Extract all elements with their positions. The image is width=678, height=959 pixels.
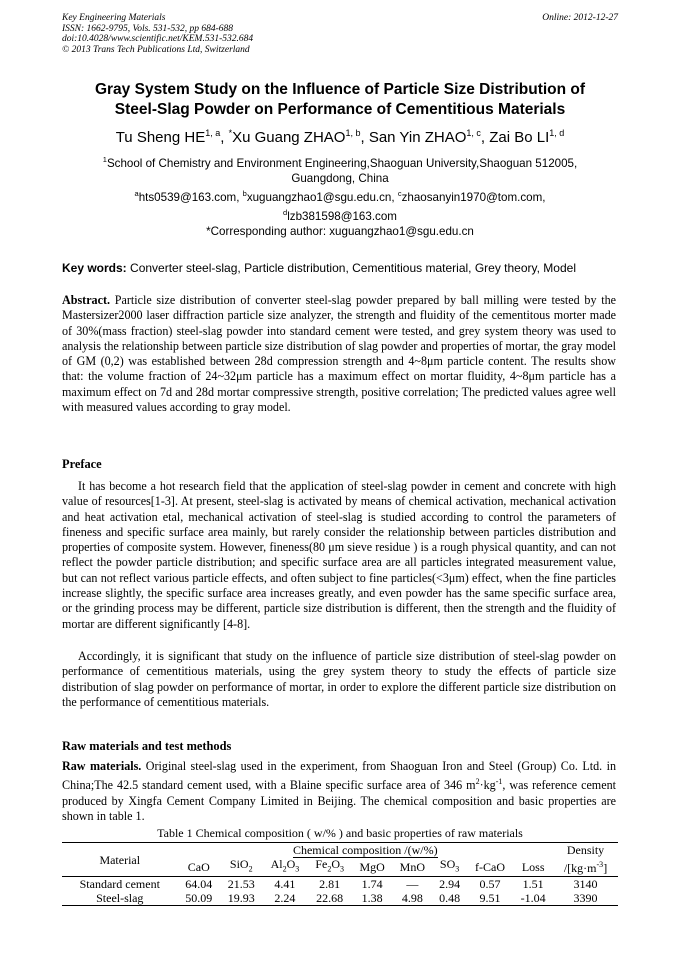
table-header-row xyxy=(62,843,618,858)
raw-sup-2: -1 xyxy=(495,777,503,787)
table-cell: 64.04 xyxy=(185,877,213,892)
paper-title xyxy=(62,80,618,120)
author-3-affil: 1, c xyxy=(466,128,481,138)
email-a-mark: a xyxy=(134,188,139,198)
col-so3 xyxy=(432,857,466,877)
table-cell: 50.09 xyxy=(178,891,220,906)
keywords xyxy=(62,261,618,276)
composition-table xyxy=(62,842,618,906)
issn-line: ISSN: 1662-9795, Vols. 531-532, pp 684-688 xyxy=(62,23,233,34)
al-c: O xyxy=(286,857,296,871)
table-cell: Steel-slag xyxy=(62,891,178,906)
col-density-unit xyxy=(553,857,618,877)
table-cell: 0.48 xyxy=(432,891,466,906)
doi-line: doi:10.4028/www.scientific.net/KEM.531-532.684 xyxy=(62,34,254,44)
email-line-2 xyxy=(62,205,618,224)
email-d: lzb381598@163.com xyxy=(287,209,397,223)
col-mgo: MgO xyxy=(352,857,392,877)
corresponding-author: *Corresponding author: xuguangzhao1@sgu.edu.cn xyxy=(206,224,474,238)
col-cao: CaO xyxy=(178,857,220,877)
table-cell: 22.68 xyxy=(307,891,352,906)
title-line-1: Gray System Study on the Influence of Particle Size Distribution of xyxy=(94,81,586,98)
fe-d: 3 xyxy=(340,864,344,874)
al-b: 2 xyxy=(282,864,287,874)
so3-a: SO xyxy=(439,857,456,871)
table-cell: 9.51 xyxy=(467,891,514,906)
affiliation-text: School of Chemistry and Environment Engineering,Shaoguan University,Shaoguan 512005, xyxy=(106,156,578,170)
author-4: Zai Bo LI xyxy=(489,129,550,146)
author-4-affil: 1, d xyxy=(549,128,565,138)
table-cell: 4.41 xyxy=(274,877,296,892)
table-cell: 1.38 xyxy=(352,891,392,906)
table-cell: 21.53 xyxy=(227,877,255,892)
table-cell: Standard cement xyxy=(79,877,160,892)
email-c-mark: c xyxy=(397,188,402,198)
email-line-1 xyxy=(62,186,618,205)
title-line-2: Steel-Slag Powder on Performance of Cementitious Materials xyxy=(114,101,566,118)
corresponding-mark: * xyxy=(228,128,233,138)
preface-heading: Preface xyxy=(62,457,102,471)
raw-text-3: , was reference cement produced by Xingfa Cement Company Limited in Beijing. The chemical composition and basic properties are shown in table 1. xyxy=(62,778,616,823)
abstract xyxy=(62,293,616,415)
table-caption: Table 1 Chemical composition ( w/% ) and basic properties of raw materials xyxy=(157,826,523,840)
email-a: hts0539@163.com, xyxy=(138,190,243,204)
author-1: Tu Sheng HE xyxy=(115,129,206,146)
col-material: Material xyxy=(62,843,178,877)
author-2-affil: 1, b xyxy=(345,128,361,138)
affiliation-number: 1 xyxy=(102,155,107,164)
table-cell: — xyxy=(406,877,419,892)
raw-text-1: Original steel-slag used in the experiment, from Shaoguan Iron and Steel (Group) Co. Ltd. in China;The 42.5 standard cement used, with a Blaine specific surface area of 346 m xyxy=(62,759,616,793)
table-cell: -1.04 xyxy=(513,891,553,906)
sio2-b: 2 xyxy=(248,864,253,874)
density-unit-a: /[kg·m xyxy=(563,861,597,876)
fe-a: Fe xyxy=(315,857,328,871)
raw-materials-heading: Raw materials and test methods xyxy=(62,739,232,753)
affiliation-line-1 xyxy=(62,152,618,171)
table-cell: 19.93 xyxy=(220,891,262,906)
journal-header xyxy=(62,13,618,55)
raw-materials-paragraph xyxy=(62,759,616,824)
table-row xyxy=(62,877,618,892)
email-b-mark: b xyxy=(242,188,247,198)
table-cell: 1.51 xyxy=(522,877,544,892)
online-date: Online: 2012-12-27 xyxy=(542,13,618,23)
preface-paragraph-2: Accordingly, it is significant that study on the influence of particle size distribution of steel-slag powder on performance of cementitious materials, using the grey system theory to study the effects of particle size distribution of slag powder on performance of mortar, in order to explore the different particle size distribution on the performance of cementitious materials. xyxy=(62,649,616,709)
table-cell: 4.98 xyxy=(392,891,432,906)
col-fcao: f-CaO xyxy=(467,857,514,877)
table-cell: 1.74 xyxy=(361,877,383,892)
raw-text-2: ·kg xyxy=(479,778,496,793)
table-cell: 3140 xyxy=(573,877,598,892)
author-1-affil: 1, a xyxy=(205,128,221,138)
email-d-mark: d xyxy=(283,207,288,217)
abstract-label: Abstract. xyxy=(62,293,111,307)
sio2-a: SiO xyxy=(229,857,249,871)
table-cell: 0.57 xyxy=(479,877,501,892)
author-2: Xu Guang ZHAO xyxy=(232,129,346,146)
preface-paragraph-1: It has become a hot research field that the application of steel-slag powder in cement and concrete with high value of resources[1-3]. At present, steel-slag is activated by means of chemical activation, mechanical activation and heat activation etal, mechanical activation of steel-slag is studied according to control the parameters of fineness and specific surface area mainly, but rarely consider the relationship between particles distribution and properties of composite system. However, fineness(80 μm sieve residue ) is a rough physical quantity, and can not reflect the powder particle distribution; and specific surface area are all particles integrated measurement value, but can not reflect various particle effects, and often subject to fine particles(<3μm) effect, when the fine particles increase slightly, the specific surface area increases greatly, and even powder has the same specific surface area, or the grinding process may be different, particle size distribution is different, then the strength and the fluidity of mortar are different significantly [4-8]. xyxy=(62,479,616,631)
table-cell: 2.81 xyxy=(319,877,341,892)
fe-c: O xyxy=(331,857,340,871)
col-chemical xyxy=(178,843,553,858)
copyright-line: © 2013 Trans Tech Publications Ltd, Switzerland xyxy=(62,44,250,55)
al-d: 3 xyxy=(295,864,300,874)
keywords-text: Converter steel-slag, Particle distribution, Cementitious material, Grey theory, Model xyxy=(126,261,576,275)
col-loss: Loss xyxy=(513,857,553,877)
col-sio2 xyxy=(220,857,262,877)
table-cell: 2.24 xyxy=(263,891,308,906)
so3-b: 3 xyxy=(455,864,460,874)
keywords-label: Key words: xyxy=(62,261,127,275)
col-chemical-label: Chemical composition /(w/%) xyxy=(292,843,438,857)
density-unit-sup: -3 xyxy=(596,860,604,870)
journal-name: Key Engineering Materials xyxy=(62,13,166,23)
email-b: xuguangzhao1@sgu.edu.cn, xyxy=(246,190,398,204)
al-a: Al xyxy=(270,857,283,871)
raw-materials-label: Raw materials. xyxy=(62,759,142,773)
table-cell: 3390 xyxy=(553,891,618,906)
col-al2o3 xyxy=(263,857,308,877)
abstract-text: Particle size distribution of converter steel-slag powder prepared by ball milling were tested by the Mastersizer2000 laser diffraction particle size analyzer, the strength and fluidity of the cementitous morter made of 30%(mass fraction) steel-slag powder into standard cement were tested, and grey system theory was used to analysis the relationship between particle size distribution of slag powder and properties of mortar, the gray model of GM (0,2) was established between 28d compression strength and 4~8μm particle content. The results show that: the volume fraction of 24~32μm particle has a maximum effect on mortar fluidity, 4~8μm particle has a maximum effect on 7d and 28d mortar compressive strength, positive correlation; The predicted values agree well with measured values according to gray model. xyxy=(62,293,616,415)
table-cell: 2.94 xyxy=(439,877,461,892)
raw-sup-1: 2 xyxy=(475,777,480,787)
affiliation-line-2: Guangdong, China xyxy=(291,171,389,185)
fe-b: 2 xyxy=(327,864,332,874)
author-3: San Yin ZHAO xyxy=(368,129,467,146)
author-list: Tu Sheng HE$^{1, a}$, *Xu Guang ZHAO$^{1, b}$, San Yin ZHAO$^{1, c}$, Zai Bo LI$^{1, d}$ xyxy=(115,128,565,146)
col-mno: MnO xyxy=(392,857,432,877)
table-row xyxy=(62,891,618,906)
email-c: zhaosanyin1970@tom.com, xyxy=(401,190,546,204)
affiliation-block xyxy=(62,152,618,239)
col-fe2o3 xyxy=(307,857,352,877)
density-unit-b: ] xyxy=(603,861,608,876)
col-density: Density xyxy=(553,843,618,858)
